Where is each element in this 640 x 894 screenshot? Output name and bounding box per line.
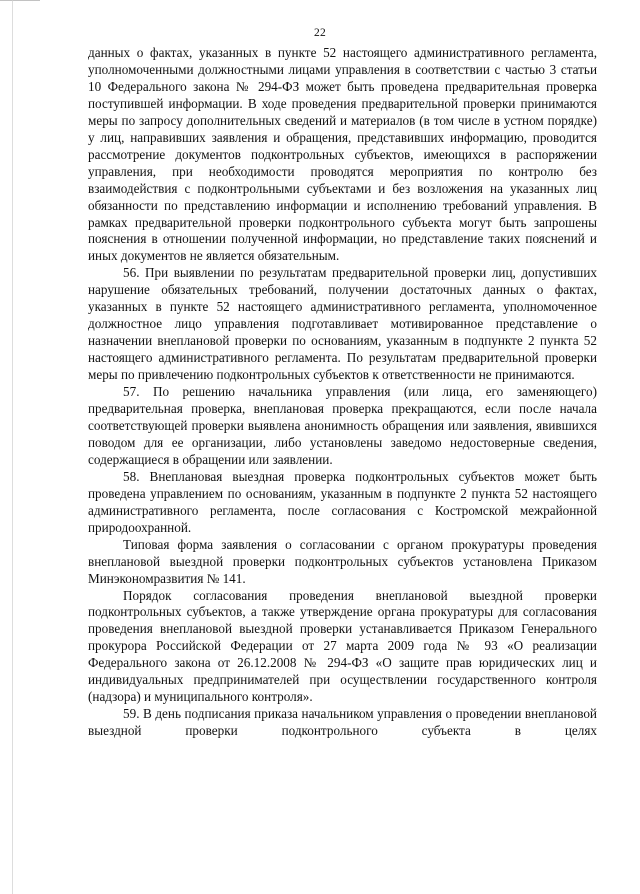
paragraph-continuation: данных о фактах, указанных в пункте 52 настоящего административного регламента, уполномоченными должностными лицами управления в соответствии с частью 3 статьи 10 Федерального закона № 294-ФЗ может быть проведена предварительная проверка поступившей информации. В ходе проведения предварительной проверки принимаются меры по запросу дополнительных сведений и материалов (в том числе в устном порядке) у лиц, направивших заявления и обращения, представивших информацию, проводится рассмотрение документов подконтрольных субъектов, имеющихся в распоряжении управления, при необходимости проводятся мероприятия по контролю без взаимодействия с подконтрольными субъектами и без возложения на указанных лиц обязанности по представлению информации и исполнению требований управления. В рамках предварительной проверки подконтрольного субъекта могут быть запрошены пояснения в отношении полученной информации, но представление таких пояснений и иных документов не является обязательным. [88, 45, 597, 264]
paragraph-typical-form: Типовая форма заявления о согласовании с органом прокуратуры проведения внеплановой выездной проверки подконтрольных субъектов установлена Приказом Минэкономразвития № 141. [88, 536, 597, 586]
scan-edge-mark [0, 0, 40, 5]
paragraph-56: 56. При выявлении по результатам предварительной проверки лиц, допустивших нарушение обязательных требований, получении достаточных данных о фактах, указанных в пункте 52 настоящего административного регламента, уполномоченное должностное лицо управления подготавливает мотивированное представление о назначении внеплановой проверки по основаниям, указанным в подпункте 2 пункта 52 настоящего административного регламента. По результатам предварительной проверки меры по привлечению подконтрольных субъектов к ответственности не принимаются. [88, 265, 597, 383]
paragraph-59: 59. В день подписания приказа начальником управления о проведении внеплановой выездной проверки подконтрольного субъекта в целях [88, 706, 597, 739]
paragraph-57: 57. По решению начальника управления (или лица, его заменяющего) предварительная проверка, внеплановая проверка прекращаются, если после начала соответствующей проверки выявлена анонимность обращения или заявления, явившихся поводом для ее организации, либо установлены заведомо недостоверные сведения, содержащиеся в обращении или заявлении. [88, 384, 597, 467]
paragraph-approval-order: Порядок согласования проведения внеплановой выездной проверки подконтрольных субъектов, а также утверждение органа прокуратуры для согласования проведения внеплановой выездной проверки устанавливается Приказом Генерального прокурора Российской Федерации от 27 марта 2009 года № 93 «О реализации Федерального закона от 26.12.2008 № 294-ФЗ «О защите прав юридических лиц и индивидуальных предпринимателей при осуществлении государственного контроля (надзора) и муниципального контроля». [88, 587, 597, 705]
body-text [88, 45, 597, 740]
scan-edge-line [12, 0, 13, 894]
paragraph-58: 58. Внеплановая выездная проверка подконтрольных субъектов может быть проведена управлением по основаниям, указанным в подпункте 2 пункта 52 настоящего административного регламента, после согласования с Костромской межрайонной природоохранной. [88, 468, 597, 535]
page-number: 22 [314, 27, 326, 39]
